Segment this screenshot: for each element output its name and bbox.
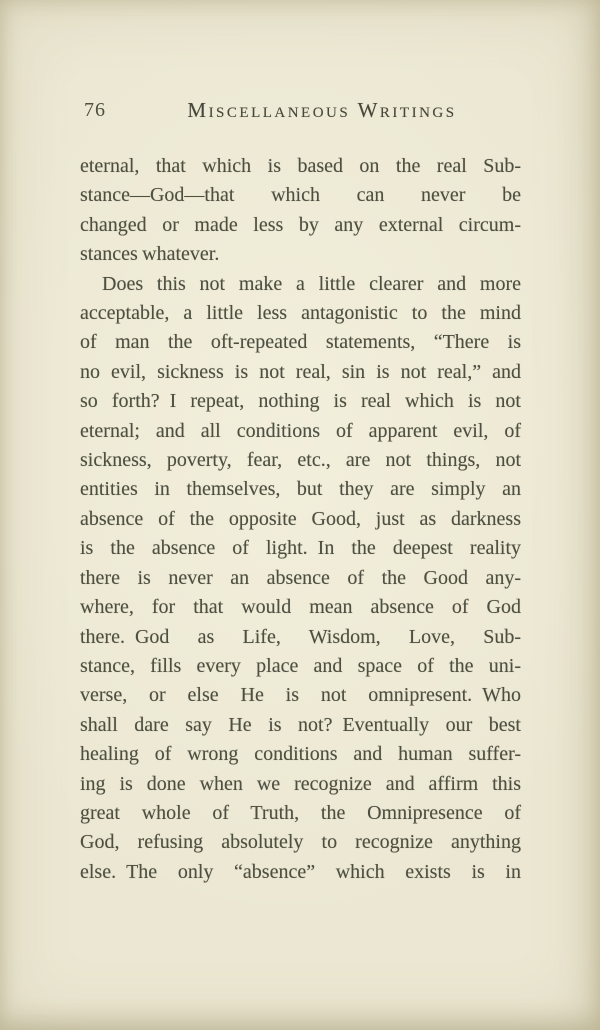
- text-line: absence of the opposite Good, just as darkness: [80, 507, 521, 530]
- text-line: of man the oft-repeated statements, “There is: [80, 331, 521, 354]
- text-line: else. The only “absence” which exists is in: [80, 860, 521, 883]
- text-line: great whole of Truth, the Omnipresence of: [80, 801, 521, 824]
- text-line: entities in themselves, but they are simply an: [80, 478, 521, 501]
- text-line: there. God as Life, Wisdom, Love, Sub-: [80, 625, 521, 648]
- text-line: shall dare say He is not? Eventually our best: [80, 713, 521, 736]
- paragraph: [80, 152, 521, 270]
- text-line: stance, fills every place and space of the uni-: [80, 654, 521, 677]
- text-line: Does this not make a little clearer and more: [102, 272, 521, 295]
- text-line: healing of wrong conditions and human suffer-: [80, 743, 521, 766]
- text-line: God, refusing absolutely to recognize anything: [80, 831, 521, 854]
- text-line: eternal, that which is based on the real Sub-: [80, 155, 521, 177]
- text-line: no evil, sickness is not real, sin is not real,” and: [80, 360, 521, 383]
- text-line: is the absence of light. In the deepest reality: [80, 537, 521, 560]
- text-line: sickness, poverty, fear, etc., are not things, not: [80, 449, 521, 472]
- text-line: changed or made less by any external circum-: [80, 213, 521, 236]
- text-line: there is never an absence of the Good any-: [80, 566, 521, 589]
- text-line: ing is done when we recognize and affirm this: [80, 772, 521, 795]
- text-line: verse, or else He is not omnipresent. Who: [80, 684, 521, 707]
- text-block: [80, 152, 521, 887]
- text-line: acceptable, a little less antagonistic to the mind: [80, 302, 521, 325]
- paragraph: [80, 270, 521, 888]
- running-header: Miscellaneous Writings: [187, 98, 457, 122]
- text-line: where, for that would mean absence of God: [80, 596, 521, 619]
- text-line: stance—God—that which can never be: [80, 184, 521, 207]
- page-header: [80, 98, 522, 126]
- text-line: stances whatever.: [80, 243, 220, 266]
- page-number: 76: [84, 99, 106, 121]
- text-line: so forth? I repeat, nothing is real which is not: [80, 390, 521, 413]
- text-line: eternal; and all conditions of apparent evil, of: [80, 419, 521, 442]
